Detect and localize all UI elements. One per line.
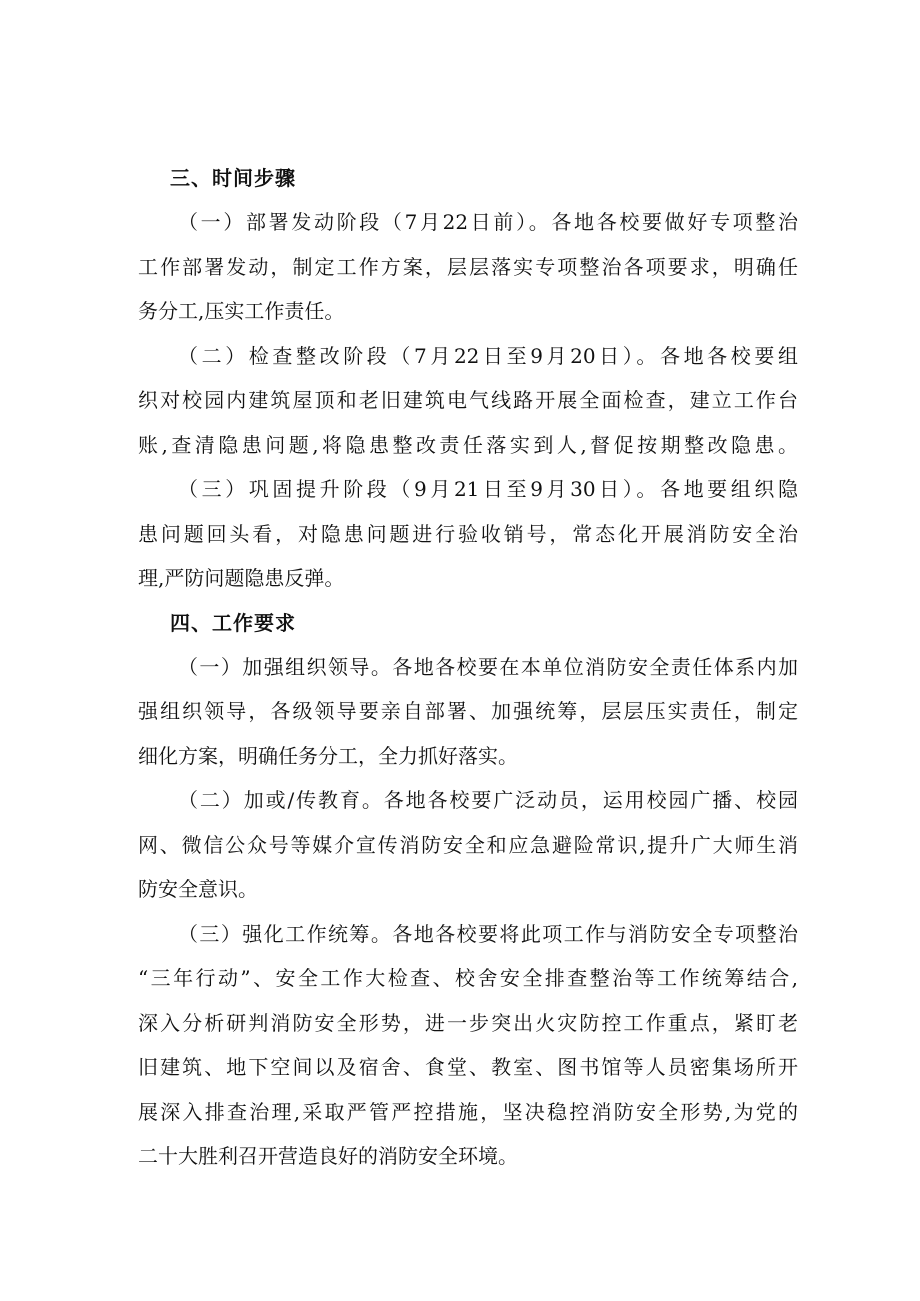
paragraph-line: （二）检查整改阶段（7月22日至9月20日）。各地各校要组 bbox=[178, 343, 798, 368]
paragraph-line: 二十大胜利召开营造良好的消防安全环境。 bbox=[138, 1144, 518, 1168]
paragraph-line: （一）部署发动阶段（7月22日前）。各地各校要做好专项整治 bbox=[178, 210, 798, 234]
paragraph-line: 细化方案，明确任务分工，全力抓好落实。 bbox=[138, 743, 518, 768]
paragraph-deployment-stage bbox=[138, 200, 798, 334]
paragraph-consolidation-stage bbox=[138, 467, 798, 601]
paragraph-line: 理,严防问题隐患反弹。 bbox=[138, 566, 345, 590]
paragraph-line: 防安全意识。 bbox=[138, 877, 258, 901]
paragraph-strengthen-leadership bbox=[138, 645, 798, 779]
paragraph-inspection-stage bbox=[138, 334, 798, 468]
paragraph-publicity-education bbox=[138, 778, 798, 912]
paragraph-line: “三年行动”、安全工作大检查、校舍安全排查整治等工作统筹结合, bbox=[138, 966, 798, 990]
paragraph-line: （三）巩固提升阶段（9月21日至9月30日）。各地要组织隐 bbox=[178, 477, 798, 501]
paragraph-line: 务分工,压实工作责任。 bbox=[138, 299, 345, 323]
paragraph-line: 网、微信公众号等媒介宣传消防安全和应急避险常识,提升广大师生消 bbox=[138, 832, 798, 857]
paragraph-line: 工作部署发动，制定工作方案，层层落实专项整治各项要求，明确任 bbox=[138, 254, 798, 279]
document-body bbox=[138, 156, 798, 1179]
paragraph-line: 织对校园内建筑屋顶和老旧建筑电气线路开展全面检查，建立工作台 bbox=[138, 388, 798, 412]
paragraph-line: 展深入排查治理,采取严管严控措施，坚决稳控消防安全形势,为党的 bbox=[138, 1099, 798, 1124]
paragraph-coordination bbox=[138, 912, 798, 1179]
section-heading-time-steps: 三、时间步骤 bbox=[170, 166, 296, 190]
paragraph-line: 强组织领导，各级领导要亲自部署、加强统筹，层层压实责任，制定 bbox=[138, 699, 798, 723]
paragraph-line: （三）强化工作统筹。各地各校要将此项工作与消防安全专项整治 bbox=[178, 921, 798, 946]
paragraph-line: 旧建筑、地下空间以及宿舍、食堂、教室、图书馆等人员密集场所开 bbox=[138, 1055, 798, 1079]
paragraph-line: （二）加或/传教育。各地各校要广泛动员，运用校园广播、校园 bbox=[178, 788, 798, 812]
section-heading-work-requirements: 四、工作要求 bbox=[170, 610, 296, 635]
paragraph-line: 深入分析研判消防安全形势，进一步突出火灾防控工作重点，紧盯老 bbox=[138, 1010, 798, 1035]
paragraph-line: 账,查清隐患问题,将隐患整改责任落实到人,督促按期整改隐患。 bbox=[138, 432, 798, 457]
paragraph-line: （一）加强组织领导。各地各校要在本单位消防安全责任体系内加 bbox=[178, 654, 798, 679]
paragraph-line: 患问题回头看，对隐患问题进行验收销号，常态化开展消防安全治 bbox=[138, 521, 798, 546]
